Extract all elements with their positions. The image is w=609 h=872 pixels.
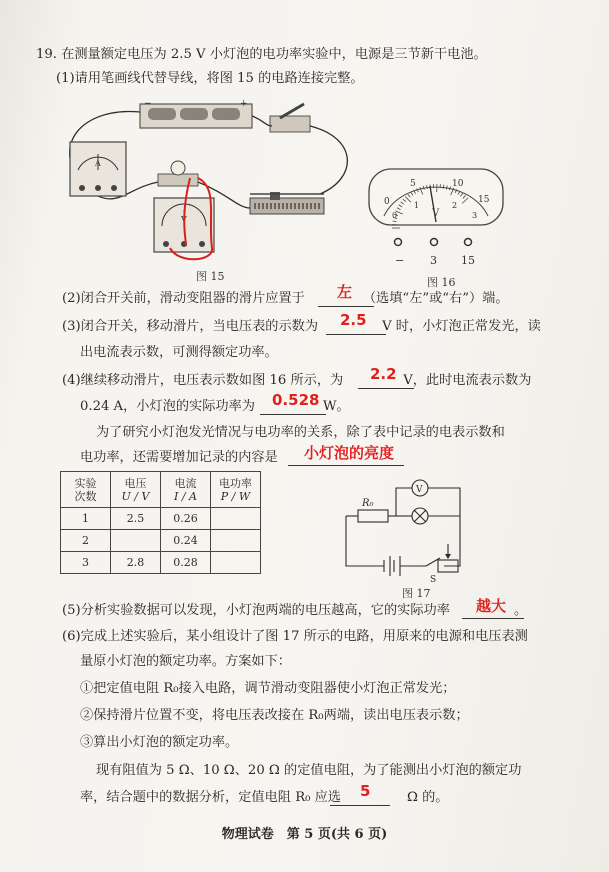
blank-part5 (462, 618, 524, 619)
terminal-15: 15 (461, 254, 475, 267)
part6-line-d (80, 789, 449, 807)
part2-line (62, 290, 509, 308)
table-cell (111, 530, 161, 552)
scale-top-15: 15 (478, 195, 490, 205)
part6-text-b: 量原小灯泡的额定功率。方案如下： (80, 654, 291, 669)
part4-text-b: V，此时电流表示数为 (403, 373, 532, 388)
part6-text-c: 现有阻值为 5 Ω、10 Ω、20 Ω 的定值电阻，为了能测出小灯泡的额定功 (96, 763, 522, 778)
blank-part3 (326, 334, 386, 335)
scale-top-5: 5 (410, 179, 416, 189)
r0-resistor (358, 510, 388, 522)
figure-15-caption: 图 15 (196, 270, 225, 283)
figure-15-circuit (58, 98, 368, 266)
part6-text-a: (6)完成上述实验后，某小组设计了图 17 所示的电路，用原来的电源和电压表测 (62, 629, 528, 644)
table-row (61, 508, 261, 530)
terminal-3: 3 (430, 254, 437, 267)
table-cell: 2.8 (111, 552, 161, 574)
question-stem (36, 46, 487, 64)
table-cell: 3 (61, 552, 111, 574)
header-current: 电流 I / A (161, 472, 211, 508)
table-row (61, 552, 261, 574)
step-1: ①把定值电阻 R₀接入电路，调节滑动变阻器使小灯泡正常发光； (80, 681, 456, 696)
r0-label: R₀ (362, 498, 374, 509)
part4-text-a: (4)继续移动滑片，电压表示数如图 16 所示，为 (62, 373, 344, 388)
part4-text-d: W。 (322, 399, 350, 414)
part4-text-e: 为了研究小灯泡发光情况与电功率的关系，除了表中记录的电表示数和 (96, 425, 505, 440)
part3-text-c: 出电流表示数，可测得额定功率。 (80, 345, 278, 360)
part5-line (62, 602, 527, 620)
blank-part4-power (260, 414, 326, 415)
blank-part4-voltage (358, 388, 414, 389)
table-cell (211, 552, 261, 574)
figure-16-caption: 图 16 (427, 276, 456, 289)
part4-line1 (62, 372, 531, 390)
table-cell: 0.24 (161, 530, 211, 552)
ammeter (70, 142, 126, 196)
table-cell: 2.5 (111, 508, 161, 530)
blank-part6 (330, 805, 390, 806)
voltmeter-label: V (416, 485, 423, 495)
figure-17-caption: 图 17 (402, 587, 431, 600)
bulb (158, 161, 198, 186)
part2-text-a: (2)闭合开关前，滑动变阻器的滑片应置于 (62, 291, 305, 306)
answer-part6: 5 (360, 782, 371, 800)
table-cell (211, 530, 261, 552)
terminal-minus: − (395, 254, 405, 267)
answer-part4-power: 0.528 (272, 391, 320, 409)
table-header-row (61, 472, 261, 508)
part4-text-c: 0.24 A，小灯泡的实际功率为 (80, 399, 255, 414)
battery-pack (140, 99, 252, 128)
step-2: ②保持滑片位置不变，将电压表改接在 R₀两端，读出电压表示数； (80, 708, 469, 723)
table-cell: 2 (61, 530, 111, 552)
data-table (60, 471, 261, 574)
answer-part4-extra: 小灯泡的亮度 (304, 444, 395, 462)
table-cell: 1 (61, 508, 111, 530)
part3-line (62, 318, 541, 336)
figure-16-voltmeter (368, 168, 504, 274)
svg-text:−: − (144, 99, 152, 109)
svg-text:A: A (95, 159, 101, 168)
part6-text-d: 率，结合题中的数据分析，定值电阻 R₀ 应选 (80, 790, 341, 805)
scale-top-0: 0 (384, 197, 390, 207)
answer-part5: 越大 (476, 597, 507, 615)
part3-text-a: (3)闭合开关，移动滑片，当电压表的示数为 (62, 319, 319, 334)
step-3: ③算出小灯泡的额定功率。 (80, 735, 239, 750)
scale-top-10: 10 (452, 179, 464, 189)
scale-bottom-3: 3 (472, 211, 478, 220)
question-number: 19. (36, 47, 57, 62)
answer-part2: 左 (337, 283, 353, 301)
scale-bottom-1: 1 (414, 201, 420, 210)
switch (270, 104, 310, 132)
table-cell: 0.28 (161, 552, 211, 574)
part6-text-e: Ω 的。 (406, 790, 449, 805)
answer-part3: 2.5 (340, 311, 367, 329)
meter-unit: V (432, 208, 440, 219)
page-footer: 物理试卷 第 5 页(共 6 页) (221, 827, 388, 842)
part5-text-a: (5)分析实验数据可以发现，小灯泡两端的电压越高，它的实际功率 (62, 603, 450, 618)
scale-bottom-2: 2 (452, 201, 458, 210)
table-cell: 0.26 (161, 508, 211, 530)
blank-part4-extra (288, 465, 404, 466)
answer-part4-voltage: 2.2 (370, 365, 397, 383)
rheostat (250, 192, 324, 214)
blank-part2 (318, 306, 374, 307)
part3-text-b: V 时，小灯泡正常发光，读 (382, 319, 541, 334)
header-voltage: 电压 U / V (111, 472, 161, 508)
header-trial: 实验 次数 (61, 472, 111, 508)
part2-text-b: （选填“左”或“右”）端。 (362, 291, 509, 306)
part1-text: (1)请用笔画线代替导线，将图 15 的电路连接完整。 (56, 71, 364, 86)
scale-bottom-0: 0 (392, 211, 398, 220)
stem-text: 在测量额定电压为 2.5 V 小灯泡的电功率实验中，电源是三节新干电池。 (61, 47, 487, 62)
part5-text-b: 。 (513, 603, 528, 618)
part4-text-f: 电功率，还需要增加记录的内容是 (80, 450, 278, 465)
svg-text:+: + (240, 99, 248, 109)
table-row (61, 530, 261, 552)
switch-label: S (430, 575, 437, 584)
table-cell (211, 508, 261, 530)
svg-text:V: V (181, 215, 187, 224)
figure-17-circuit (340, 474, 470, 584)
header-power: 电功率 P / W (211, 472, 261, 508)
